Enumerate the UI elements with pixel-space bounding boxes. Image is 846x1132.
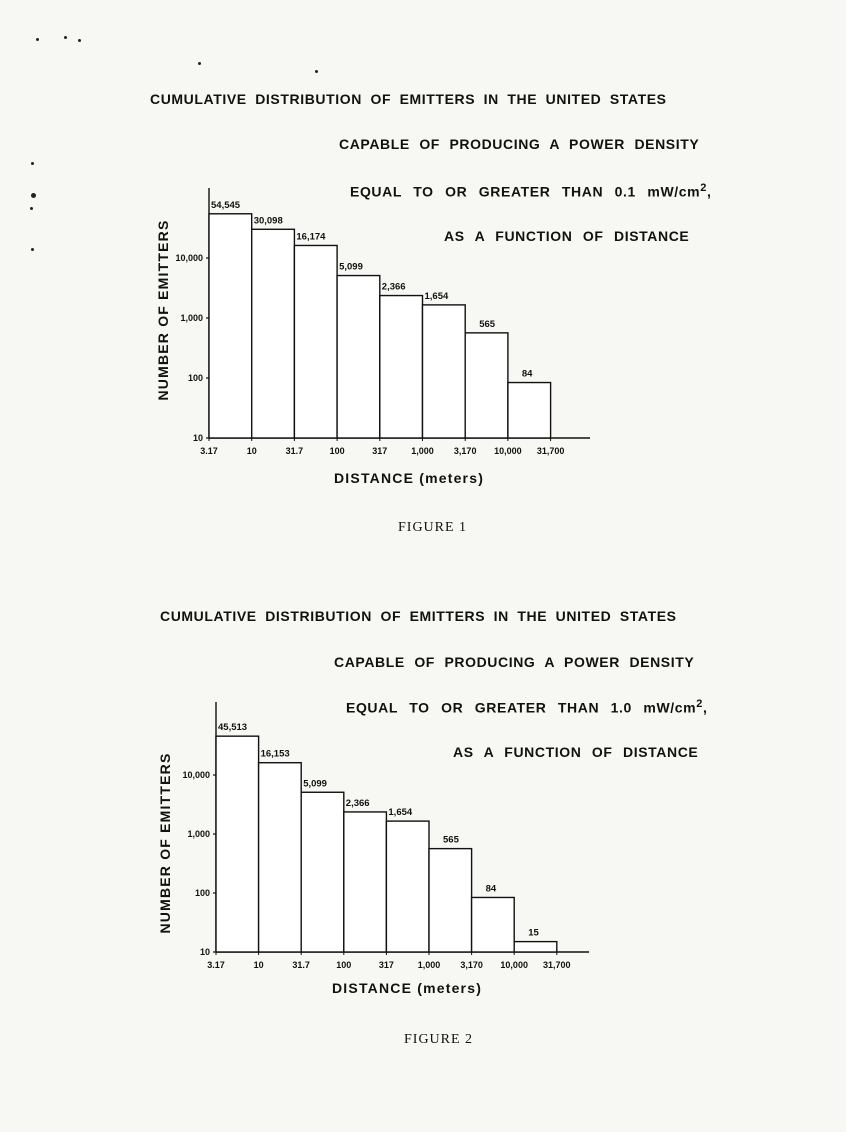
- figure-2-y-tick-label: 10,000: [182, 770, 210, 780]
- figure-1-bar: [294, 245, 337, 438]
- figure-2-bar: [472, 897, 515, 952]
- figure-1-title-line-4: AS A FUNCTION OF DISTANCE: [444, 228, 690, 244]
- figure-1-x-tick-label: 317: [372, 446, 388, 456]
- figure-1-x-tick-label: 100: [329, 446, 345, 456]
- figure-1-x-tick-label: 31,700: [536, 446, 565, 456]
- figure-2-x-tick-label: 3,170: [460, 960, 483, 970]
- figure-1-bar-value-label: 2,366: [381, 281, 406, 293]
- figure-1-x-tick-label: 1,000: [411, 446, 434, 456]
- figure-2-bar-value-label: 2,366: [345, 797, 370, 809]
- figure-2-title-line-4: AS A FUNCTION OF DISTANCE: [453, 744, 699, 760]
- figure-1-x-tick-label: 10: [246, 446, 257, 456]
- figure-2-title-line-3-text: EQUAL TO OR GREATER THAN 1.0 mW/cm: [346, 699, 697, 716]
- figure-2-x-tick-label: 3.17: [207, 960, 225, 970]
- figure-1-y-tick-label: 10: [192, 433, 203, 443]
- figure-2-y-tick-label: 1,000: [187, 829, 210, 839]
- figure-1-bar-value-label: 54,545: [211, 199, 241, 211]
- figure-2-title-line-2: CAPABLE OF PRODUCING A POWER DENSITY: [334, 654, 695, 670]
- figure-2-bar: [386, 821, 429, 952]
- figure-2-title-line-1: CUMULATIVE DISTRIBUTION OF EMITTERS IN THE UNITED STATES: [160, 608, 677, 624]
- figure-2-bar-value-label: 5,099: [303, 778, 327, 790]
- figure-2-bar: [514, 942, 557, 952]
- figure-2-title-superscript: 2: [696, 698, 703, 710]
- figure-1-bar-value-label: 565: [479, 318, 496, 330]
- figure-1-bar-value-label: 5,099: [339, 261, 363, 273]
- figure-1-bar: [209, 214, 252, 438]
- figure-2-bar-value-label: 84: [485, 883, 497, 895]
- figure-1-title-line-2: CAPABLE OF PRODUCING A POWER DENSITY: [339, 136, 700, 152]
- figure-1-title-superscript: 2: [700, 182, 707, 194]
- figure-2-x-tick-label: 317: [378, 960, 394, 970]
- figure-2-bar: [301, 792, 344, 952]
- figure-2-bar: [429, 849, 472, 952]
- figure-1-x-tick-label: 10,000: [494, 446, 522, 456]
- figure-1-y-axis-title: NUMBER OF EMITTERS: [155, 219, 171, 401]
- figure-1-y-tick-label: 1,000: [180, 313, 203, 323]
- figure-2-y-tick-label: 10: [199, 947, 210, 957]
- figure-1-y-tick-label: 10,000: [175, 253, 203, 263]
- figure-1-caption: FIGURE 1: [398, 520, 468, 535]
- figure-1-bar-value-label: 30,098: [253, 215, 283, 227]
- figure-1-x-tick-label: 3,170: [453, 446, 477, 456]
- figure-2-bar-value-label: 1,654: [388, 807, 413, 819]
- figure-2-y-axis-title: NUMBER OF EMITTERS: [157, 752, 173, 934]
- figure-2-bar: [259, 763, 302, 952]
- figure-2-bar-value-label: 45,513: [218, 722, 248, 734]
- figure-2-bar: [216, 736, 259, 952]
- figure-2-x-tick-label: 10,000: [500, 960, 528, 970]
- figure-2-x-axis-title: DISTANCE (meters): [332, 980, 483, 996]
- figure-1-bar-value-label: 16,174: [296, 231, 326, 243]
- figure-1-bar-value-label: 84: [521, 368, 533, 380]
- figure-2-x-tick-label: 100: [336, 960, 352, 970]
- figure-1-bar: [252, 229, 295, 438]
- figure-2-x-tick-label: 10: [253, 960, 264, 970]
- figure-2-bar-value-label: 15: [528, 927, 539, 939]
- figure-1-bar: [337, 276, 380, 438]
- figure-1-bar: [380, 296, 423, 438]
- figure-1-title-line-3-text: EQUAL TO OR GREATER THAN 0.1 mW/cm: [350, 183, 701, 200]
- figure-1-title-trailing: ,: [706, 183, 712, 200]
- figure-1-bar: [423, 305, 466, 438]
- figure-2-bar: [344, 812, 387, 952]
- figure-2-y-tick-label: 100: [194, 888, 210, 898]
- figure-1-bar: [508, 383, 551, 438]
- figure-1-x-tick-label: 3.17: [200, 446, 218, 456]
- figure-2-bar-value-label: 565: [443, 834, 459, 846]
- figure-1-title-line-1: CUMULATIVE DISTRIBUTION OF EMITTERS IN THE UNITED STATES: [150, 91, 667, 107]
- figure-2-caption: FIGURE 2: [404, 1032, 474, 1047]
- figure-1-bar-value-label: 1,654: [424, 290, 449, 302]
- figure-1-x-axis-title: DISTANCE (meters): [334, 470, 485, 486]
- figure-2-x-tick-label: 31,700: [543, 960, 571, 970]
- figure-2-x-tick-label: 31.7: [292, 960, 310, 970]
- figure-2-title-trailing: ,: [702, 699, 708, 716]
- figure-2-bar-value-label: 16,153: [260, 748, 290, 760]
- figure-1-bar: [465, 333, 508, 438]
- figure-2-x-tick-label: 1,000: [417, 960, 441, 970]
- figure-1-x-tick-label: 31.7: [285, 446, 304, 456]
- figure-1-y-tick-label: 100: [187, 373, 203, 383]
